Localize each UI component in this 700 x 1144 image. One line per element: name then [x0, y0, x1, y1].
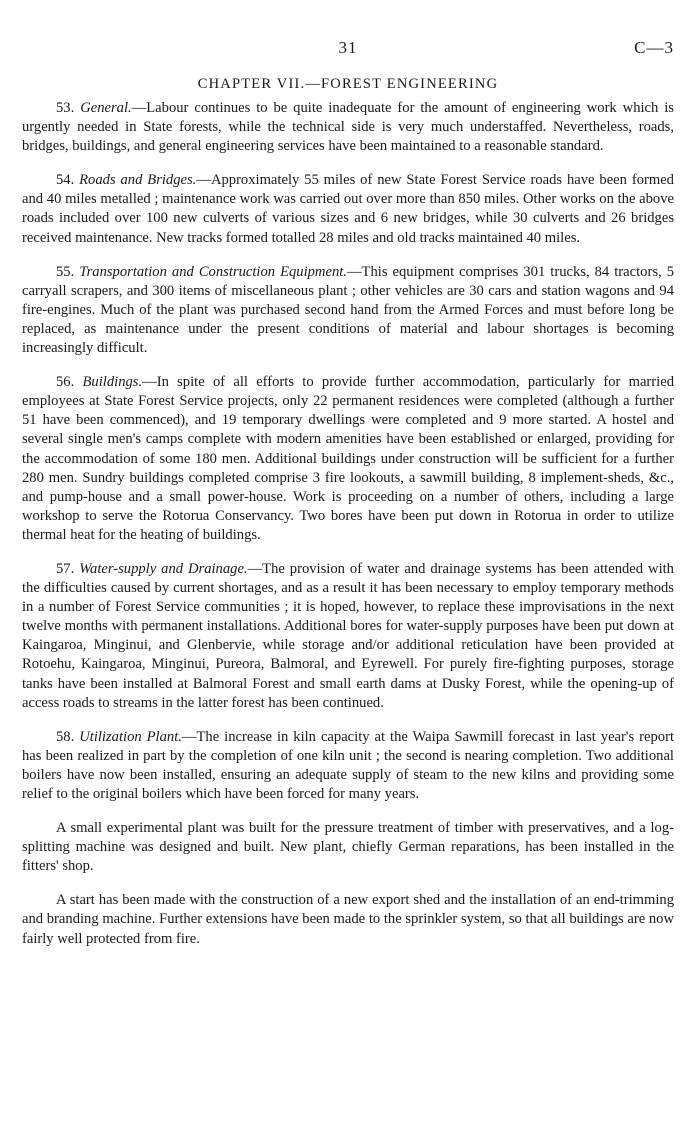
paragraph-text: —In spite of all efforts to provide further accommodation, particularly for married employees at State Forest Service projects, only 22 permanent residences were completed (although a further 51 have been commenced), and 19 temporary dwellings were completed and 9 more started. A hostel and several single men's camps complete with modern amenities have been established or enlarged, providing for the accommodation of some 180 men. Additional buildings under construction will be sufficient for a further 280 men. Sundry buildings completed comprise 3 fire lookouts, a sawmill building, 8 implement-sheds, &c., and pump-house and a small power-house. Work is proceeding on a number of others, including a large workshop to serve the Rotorua Conservancy. Two bores have been put down in Rotorua in order to utilize thermal heat for the heating of buildings.	[22, 374, 674, 543]
paragraph-text: —Approximately 55 miles of new State Forest Service roads have been formed and 40 miles metalled ; maintenance work was carried out over more than 850 miles. Other works on the above roads included over 100 new culverts of various sizes and 6 new bridges, while 30 culverts and 26 bridges received maintenance. New tracks formed totalled 28 miles and old tracks maintained 40 miles.	[22, 172, 674, 246]
paragraph-number: 54.	[56, 172, 75, 189]
paragraph-number: 56.	[56, 374, 75, 391]
paragraph-text: A small experimental plant was built for the pressure treatment of timber with preservatives, and a log-splitting machine was designed and built. New plant, chiefly German reparations, has been installed in the fitters' shop.	[22, 820, 674, 875]
document-page	[22, 0, 674, 964]
paragraph-56	[22, 373, 674, 545]
paragraph-heading: General.	[80, 100, 132, 116]
paragraph-heading: Roads and Bridges.	[79, 172, 197, 189]
paragraph-heading: Water-supply and Drainage.	[79, 560, 248, 577]
paragraph-heading: Buildings.	[82, 374, 143, 391]
paragraph-58-continued-2	[22, 891, 674, 948]
page-reference: C—3	[634, 38, 674, 57]
paragraph-text: A start has been made with the construction of a new export shed and the installation of an end-trimming and branding machine. Further extensions have been made to the sprinkler system, so that all buildings are now fairly well protected from fire.	[22, 892, 674, 947]
paragraph-53	[22, 99, 674, 156]
paragraph-heading: Transportation and Construction Equipment.	[79, 263, 347, 280]
paragraph-58-continued-1	[22, 819, 674, 876]
paragraph-number: 58.	[56, 728, 75, 745]
page-header	[22, 0, 674, 62]
paragraph-text: —Labour continues to be quite inadequate for the amount of engineering work which is urgently needed in State forests, while the technical side is very much understaffed. Nevertheless, roads, bridges, buildings, and general engineering services have been maintained to a reasonable standard.	[22, 100, 674, 155]
chapter-title: CHAPTER VII.—FOREST ENGINEERING	[197, 76, 499, 92]
paragraph-55	[22, 263, 674, 358]
paragraph-number: 55.	[56, 263, 75, 280]
paragraph-text: —This equipment comprises 301 trucks, 84 tractors, 5 carryall scrapers, and 300 items of miscellaneous plant ; other vehicles are 30 cars and station wagons and 94 fire-engines. Much of the plant was purchased second hand from the Armed Forces and must before long be replaced, as maintenance under the present conditions of material and labour shortages is becoming increasingly difficult.	[22, 263, 674, 357]
paragraph-54	[22, 171, 674, 247]
paragraph-58	[22, 728, 674, 804]
paragraph-heading: Utilization Plant.	[79, 728, 182, 745]
paragraph-text: —The increase in kiln capacity at the Waipa Sawmill forecast in last year's report has been realized in part by the completion of one kiln unit ; the second is nearing completion. Two additional boilers have now been installed, ensuring an adequate supply of steam to the new kilns and providing some relief to the original boilers which have been forced for many years.	[22, 728, 675, 802]
paragraph-number: 57.	[56, 560, 75, 577]
page-number: 31	[338, 38, 358, 57]
paragraph-number: 53.	[56, 100, 75, 116]
paragraph-57	[22, 560, 674, 713]
paragraph-text: —The provision of water and drainage systems has been attended with the difficulties caused by current shortages, and as a result it has been necessary to employ temporary methods in a number of Forest Service communities ; it is hoped, however, to replace these improvisations in the next twelve months with permanent installations. Additional bores for water-supply purposes have been put down at Kaingaroa, Minginui, and Glenbervie, while storage and/or additional reticulation have been provided at Rotoehu, Kaingaroa, Minginui, Pureora, Balmoral, and Eyrewell. For purely fire-fighting purposes, storage tanks have been installed at Balmoral Forest and small earth dams at Dusky Forest, while the opening-up of access roads to streams in the latter forest has been continued.	[22, 560, 674, 711]
